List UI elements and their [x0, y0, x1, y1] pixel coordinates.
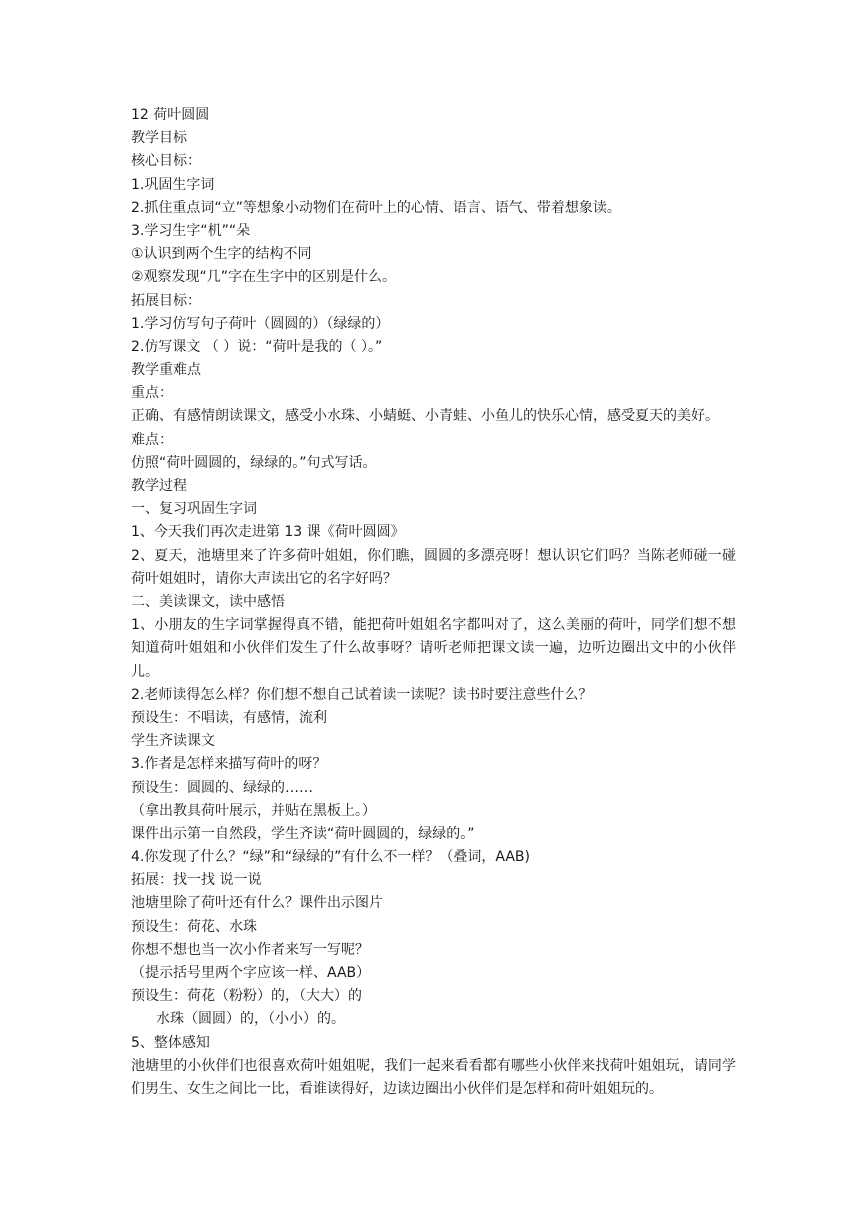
- text-line: 2、夏天，池塘里来了许多荷叶姐姐，你们瞧，圆圆的多漂亮呀！想认识它们吗？当陈老师碰一碰荷叶姐姐时，请你大声读出它的名字好吗？: [131, 547, 736, 587]
- text-line: 5、整体感知: [131, 1034, 210, 1051]
- document-page: [131, 104, 736, 1101]
- text-line: 水珠（圆圆）的，（小小）的。: [156, 1011, 345, 1028]
- text-line: 教学重难点: [131, 362, 201, 379]
- text-line: 仿照“荷叶圆圆的，绿绿的。”句式写话。: [131, 454, 377, 471]
- text-line: 12 荷叶圆圆: [131, 107, 210, 123]
- text-line: 预设生：圆圆的、绿绿的……: [131, 779, 313, 796]
- text-line: 二、美读课文，读中感悟: [131, 593, 285, 610]
- text-line: 池塘里的小伙伴们也很喜欢荷叶姐姐呢，我们一起来看看都有哪些小伙伴来找荷叶姐姐玩，请同学们男生、女生之间比一比，看谁读得好，边读边圈出小伙伴们是怎样和荷叶姐姐玩的。: [131, 1057, 736, 1097]
- text-line: 拓展：找一找 说一说: [131, 872, 262, 889]
- text-line: 核心目标：: [131, 153, 201, 170]
- text-line: 池塘里除了荷叶还有什么？课件出示图片: [131, 895, 383, 912]
- text-line: （拿出教具荷叶展示，并贴在黑板上。）: [131, 802, 376, 819]
- text-line: 2.老师读得怎么样？你们想不想自己试着读一读呢？读书时要注意些什么？: [131, 686, 593, 703]
- text-line: 3.作者是怎样来描写荷叶的呀？: [131, 756, 327, 773]
- text-line: 4.你发现了什么？“绿”和“绿绿的”有什么不一样？（叠词，AAB): [131, 849, 530, 866]
- text-line: 课件出示第一自然段，学生齐读“荷叶圆圆的，绿绿的。”: [131, 825, 475, 842]
- text-line: 你想不想也当一次小作者来写一写呢？: [131, 941, 369, 958]
- text-line: （提示括号里两个字应该一样、AAB）: [131, 965, 371, 982]
- text-line: 1、今天我们再次走进第 13 课《荷叶圆圆》: [131, 524, 405, 541]
- text-line: 1、小朋友的生字词掌握得真不错，能把荷叶姐姐名字都叫对了，这么美丽的荷叶，同学们想不想知道荷叶姐姐和小伙伴们发生了什么故事呀？请听老师把课文读一遍，边听边圈出文中的小伙伴儿。: [131, 617, 736, 680]
- text-line: 难点：: [131, 431, 173, 448]
- text-line: 拓展目标：: [131, 292, 201, 309]
- text-line: 预设生：荷花（粉粉）的，（大大）的: [131, 988, 362, 1005]
- text-line: 重点：: [131, 385, 173, 402]
- text-line: 教学过程: [131, 478, 187, 495]
- text-line: ①认识到两个生字的结构不同: [131, 246, 312, 263]
- text-line: 学生齐读课文: [131, 733, 215, 750]
- text-line: 预设生：不唱读，有感情，流利: [131, 709, 327, 726]
- text-line: 2.抓住重点词“立”等想象小动物们在荷叶上的心情、语言、语气、带着想象读。: [131, 199, 621, 216]
- text-line: ②观察发现“几”字在生字中的区别是什么。: [131, 269, 397, 286]
- text-line: 一、复习巩固生字词: [131, 501, 257, 518]
- text-line: 正确、有感情朗读课文，感受小水珠、小蜻蜓、小青蛙、小鱼儿的快乐心情，感受夏天的美好。: [131, 408, 719, 425]
- text-line: 教学目标: [131, 130, 187, 147]
- text-line: 3.学习生字“机”“朵: [131, 222, 251, 239]
- text-line: 2.仿写课文 （ ）说：“荷叶是我的（ ）。”: [131, 338, 383, 355]
- text-line: 1.学习仿写句子荷叶（圆圆的）（绿绿的）: [131, 315, 390, 332]
- text-line: 预设生：荷花、水珠: [131, 918, 257, 935]
- text-line: 1.巩固生字词: [131, 176, 215, 193]
